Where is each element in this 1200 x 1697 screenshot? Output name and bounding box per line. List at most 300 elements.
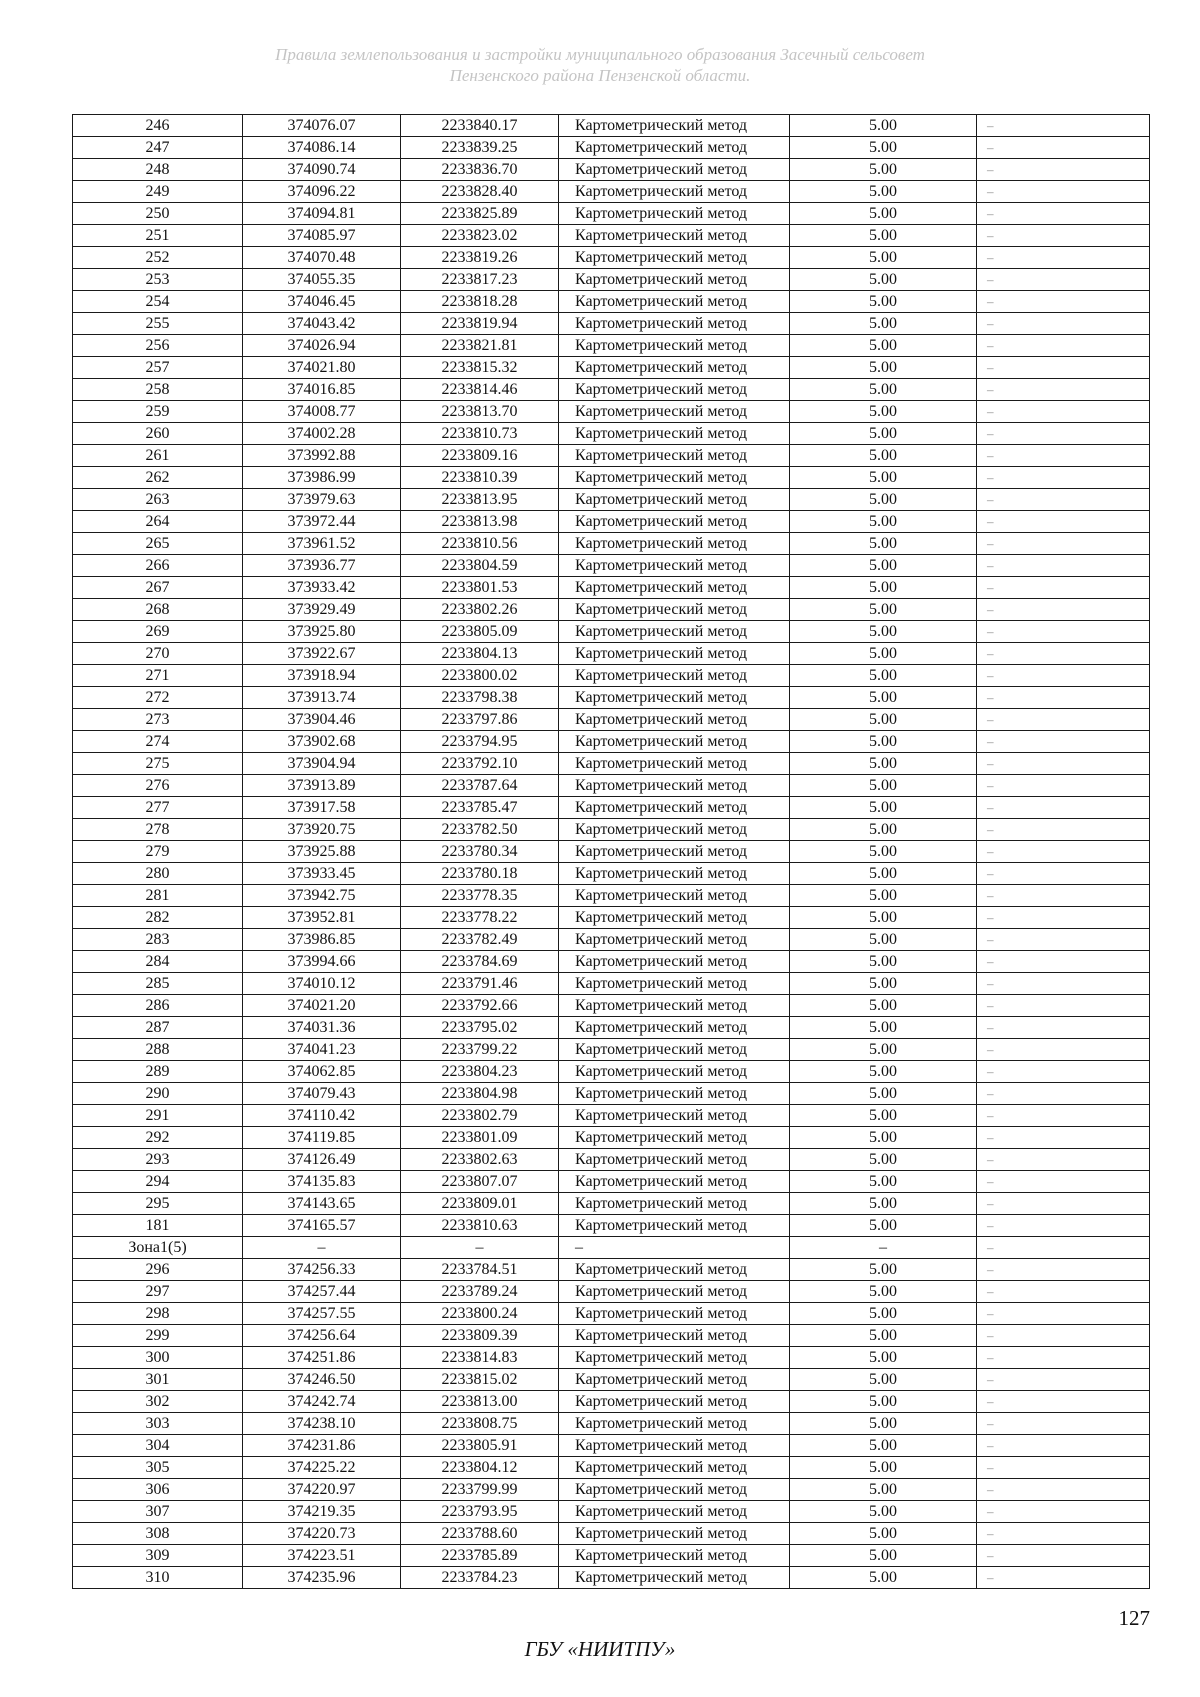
method-cell: Картометрический метод: [559, 995, 790, 1017]
accuracy-cell: 5.00: [790, 577, 977, 599]
method-cell: Картометрический метод: [559, 269, 790, 291]
y-coordinate-cell: 2233823.02: [401, 225, 559, 247]
accuracy-cell: 5.00: [790, 1083, 977, 1105]
x-coordinate-cell: 374010.12: [243, 973, 401, 995]
x-coordinate-cell: 373925.80: [243, 621, 401, 643]
table-row: [73, 753, 1150, 775]
method-cell: Картометрический метод: [559, 1501, 790, 1523]
accuracy-cell: 5.00: [790, 1039, 977, 1061]
y-coordinate-cell: 2233813.95: [401, 489, 559, 511]
accuracy-cell: 5.00: [790, 1105, 977, 1127]
accuracy-cell: 5.00: [790, 269, 977, 291]
table-row: [73, 907, 1150, 929]
y-coordinate-cell: 2233814.46: [401, 379, 559, 401]
table-row: [73, 775, 1150, 797]
table-row: [73, 621, 1150, 643]
note-cell: –: [977, 1303, 1150, 1325]
table-row: [73, 731, 1150, 753]
x-coordinate-cell: 374008.77: [243, 401, 401, 423]
y-coordinate-cell: 2233788.60: [401, 1523, 559, 1545]
x-coordinate-cell: 374256.64: [243, 1325, 401, 1347]
table-row: [73, 1391, 1150, 1413]
table-row: [73, 357, 1150, 379]
table-row: [73, 489, 1150, 511]
accuracy-cell: 5.00: [790, 1127, 977, 1149]
table-row: [73, 269, 1150, 291]
x-coordinate-cell: 374043.42: [243, 313, 401, 335]
note-cell: –: [977, 335, 1150, 357]
accuracy-cell: 5.00: [790, 247, 977, 269]
method-cell: Картометрический метод: [559, 1567, 790, 1589]
table-row: [73, 1215, 1150, 1237]
x-coordinate-cell: 373904.94: [243, 753, 401, 775]
y-coordinate-cell: 2233782.50: [401, 819, 559, 841]
table-row: [73, 1259, 1150, 1281]
point-number-cell: 258: [73, 379, 243, 401]
method-cell: Картометрический метод: [559, 1347, 790, 1369]
y-coordinate-cell: 2233819.26: [401, 247, 559, 269]
method-cell: Картометрический метод: [559, 115, 790, 137]
x-coordinate-cell: 374238.10: [243, 1413, 401, 1435]
point-number-cell: 265: [73, 533, 243, 555]
note-cell: –: [977, 1391, 1150, 1413]
x-coordinate-cell: 374002.28: [243, 423, 401, 445]
accuracy-cell: 5.00: [790, 1523, 977, 1545]
point-number-cell: 270: [73, 643, 243, 665]
accuracy-cell: 5.00: [790, 555, 977, 577]
point-number-cell: 246: [73, 115, 243, 137]
method-cell: Картометрический метод: [559, 445, 790, 467]
x-coordinate-cell: 374220.73: [243, 1523, 401, 1545]
table-row: [73, 665, 1150, 687]
table-row: [73, 797, 1150, 819]
table-row: [73, 1303, 1150, 1325]
note-cell: –: [977, 247, 1150, 269]
table-row: [73, 137, 1150, 159]
accuracy-cell: 5.00: [790, 159, 977, 181]
method-cell: Картометрический метод: [559, 1061, 790, 1083]
point-number-cell: 280: [73, 863, 243, 885]
x-coordinate-cell: 373972.44: [243, 511, 401, 533]
x-coordinate-cell: 373942.75: [243, 885, 401, 907]
method-cell: Картометрический метод: [559, 643, 790, 665]
y-coordinate-cell: 2233791.46: [401, 973, 559, 995]
accuracy-cell: 5.00: [790, 731, 977, 753]
y-coordinate-cell: 2233800.24: [401, 1303, 559, 1325]
note-cell: –: [977, 1149, 1150, 1171]
method-cell: Картометрический метод: [559, 1457, 790, 1479]
y-coordinate-cell: 2233815.02: [401, 1369, 559, 1391]
point-number-cell: 267: [73, 577, 243, 599]
method-cell: Картометрический метод: [559, 555, 790, 577]
note-cell: –: [977, 1501, 1150, 1523]
point-number-cell: 300: [73, 1347, 243, 1369]
note-cell: –: [977, 115, 1150, 137]
note-cell: –: [977, 1127, 1150, 1149]
y-coordinate-cell: 2233809.01: [401, 1193, 559, 1215]
method-cell: Картометрический метод: [559, 665, 790, 687]
point-number-cell: 272: [73, 687, 243, 709]
method-cell: Картометрический метод: [559, 401, 790, 423]
x-coordinate-cell: 373913.89: [243, 775, 401, 797]
point-number-cell: 305: [73, 1457, 243, 1479]
table-row: [73, 225, 1150, 247]
method-cell: Картометрический метод: [559, 1259, 790, 1281]
table-row: [73, 533, 1150, 555]
method-cell: Картометрический метод: [559, 885, 790, 907]
table-row: [73, 951, 1150, 973]
method-cell: Картометрический метод: [559, 357, 790, 379]
x-coordinate-cell: 374046.45: [243, 291, 401, 313]
point-number-cell: 255: [73, 313, 243, 335]
note-cell: –: [977, 137, 1150, 159]
x-coordinate-cell: 374257.44: [243, 1281, 401, 1303]
note-cell: –: [977, 665, 1150, 687]
method-cell: Картометрический метод: [559, 731, 790, 753]
accuracy-cell: 5.00: [790, 907, 977, 929]
table-row: [73, 291, 1150, 313]
point-number-cell: 308: [73, 1523, 243, 1545]
table-row: [73, 159, 1150, 181]
x-coordinate-cell: 374016.85: [243, 379, 401, 401]
accuracy-cell: 5.00: [790, 819, 977, 841]
point-number-cell: 274: [73, 731, 243, 753]
table-row: [73, 1171, 1150, 1193]
x-coordinate-cell: 373925.88: [243, 841, 401, 863]
x-coordinate-cell: 374086.14: [243, 137, 401, 159]
x-coordinate-cell: 373918.94: [243, 665, 401, 687]
method-cell: Картометрический метод: [559, 1413, 790, 1435]
point-number-cell: 273: [73, 709, 243, 731]
method-cell: Картометрический метод: [559, 797, 790, 819]
y-coordinate-cell: 2233797.86: [401, 709, 559, 731]
x-coordinate-cell: 373979.63: [243, 489, 401, 511]
point-number-cell: 275: [73, 753, 243, 775]
y-coordinate-cell: 2233808.75: [401, 1413, 559, 1435]
table-row: [73, 379, 1150, 401]
method-cell: Картометрический метод: [559, 137, 790, 159]
point-number-cell: 277: [73, 797, 243, 819]
accuracy-cell: 5.00: [790, 379, 977, 401]
note-cell: –: [977, 1325, 1150, 1347]
note-cell: –: [977, 643, 1150, 665]
x-coordinate-cell: 374135.83: [243, 1171, 401, 1193]
y-coordinate-cell: 2233809.16: [401, 445, 559, 467]
method-cell: Картометрический метод: [559, 467, 790, 489]
note-cell: –: [977, 577, 1150, 599]
note-cell: –: [977, 1083, 1150, 1105]
x-coordinate-cell: 374257.55: [243, 1303, 401, 1325]
accuracy-cell: 5.00: [790, 1325, 977, 1347]
table-row: [73, 203, 1150, 225]
table-row: [73, 401, 1150, 423]
method-cell: Картометрический метод: [559, 1039, 790, 1061]
point-number-cell: 260: [73, 423, 243, 445]
note-cell: –: [977, 1237, 1150, 1259]
table-row: [73, 929, 1150, 951]
y-coordinate-cell: 2233780.18: [401, 863, 559, 885]
method-cell: Картометрический метод: [559, 1281, 790, 1303]
point-number-cell: 287: [73, 1017, 243, 1039]
method-cell: Картометрический метод: [559, 1105, 790, 1127]
table-row: [73, 247, 1150, 269]
point-number-cell: 291: [73, 1105, 243, 1127]
x-coordinate-cell: 374126.49: [243, 1149, 401, 1171]
x-coordinate-cell: 374165.57: [243, 1215, 401, 1237]
x-coordinate-cell: 374094.81: [243, 203, 401, 225]
note-cell: –: [977, 907, 1150, 929]
y-coordinate-cell: 2233799.22: [401, 1039, 559, 1061]
header-line-2: Пензенского района Пензенской области.: [449, 66, 751, 85]
method-cell: Картометрический метод: [559, 1391, 790, 1413]
y-coordinate-cell: 2233805.09: [401, 621, 559, 643]
point-number-cell: 266: [73, 555, 243, 577]
x-coordinate-cell: 374070.48: [243, 247, 401, 269]
point-number-cell: Зона1(5): [73, 1237, 243, 1259]
note-cell: –: [977, 1105, 1150, 1127]
note-cell: –: [977, 445, 1150, 467]
y-coordinate-cell: 2233821.81: [401, 335, 559, 357]
point-number-cell: 271: [73, 665, 243, 687]
point-number-cell: 264: [73, 511, 243, 533]
table-row: [73, 995, 1150, 1017]
accuracy-cell: 5.00: [790, 1435, 977, 1457]
method-cell: Картометрический метод: [559, 203, 790, 225]
x-coordinate-cell: 374225.22: [243, 1457, 401, 1479]
x-coordinate-cell: 374076.07: [243, 115, 401, 137]
table-row: [73, 511, 1150, 533]
table-row: [73, 599, 1150, 621]
table-row: [73, 1545, 1150, 1567]
x-coordinate-cell: 373904.46: [243, 709, 401, 731]
x-coordinate-cell: 374031.36: [243, 1017, 401, 1039]
note-cell: –: [977, 555, 1150, 577]
note-cell: –: [977, 379, 1150, 401]
method-cell: Картометрический метод: [559, 709, 790, 731]
x-coordinate-cell: 374085.97: [243, 225, 401, 247]
page-footer: ГБУ «НИИТПУ»: [524, 1637, 676, 1661]
note-cell: –: [977, 1347, 1150, 1369]
y-coordinate-cell: 2233819.94: [401, 313, 559, 335]
table-row: [73, 1347, 1150, 1369]
y-coordinate-cell: 2233801.09: [401, 1127, 559, 1149]
method-cell: Картометрический метод: [559, 577, 790, 599]
y-coordinate-cell: 2233804.98: [401, 1083, 559, 1105]
note-cell: –: [977, 1039, 1150, 1061]
method-cell: Картометрический метод: [559, 863, 790, 885]
x-coordinate-cell: 374079.43: [243, 1083, 401, 1105]
y-coordinate-cell: 2233828.40: [401, 181, 559, 203]
y-coordinate-cell: 2233802.26: [401, 599, 559, 621]
y-coordinate-cell: 2233784.23: [401, 1567, 559, 1589]
point-number-cell: 281: [73, 885, 243, 907]
note-cell: –: [977, 1435, 1150, 1457]
accuracy-cell: 5.00: [790, 137, 977, 159]
method-cell: Картометрический метод: [559, 753, 790, 775]
accuracy-cell: 5.00: [790, 1149, 977, 1171]
table-row: [73, 1149, 1150, 1171]
x-coordinate-cell: 374110.42: [243, 1105, 401, 1127]
y-coordinate-cell: 2233787.64: [401, 775, 559, 797]
accuracy-cell: 5.00: [790, 1413, 977, 1435]
method-cell: Картометрический метод: [559, 1017, 790, 1039]
method-cell: Картометрический метод: [559, 247, 790, 269]
accuracy-cell: 5.00: [790, 1479, 977, 1501]
table-row: [73, 687, 1150, 709]
x-coordinate-cell: 374223.51: [243, 1545, 401, 1567]
table-row: [73, 1105, 1150, 1127]
y-coordinate-cell: 2233799.99: [401, 1479, 559, 1501]
table-row: [73, 819, 1150, 841]
accuracy-cell: 5.00: [790, 599, 977, 621]
method-cell: Картометрический метод: [559, 181, 790, 203]
point-number-cell: 251: [73, 225, 243, 247]
header-line-1: Правила землепользования и застройки муниципального образования Засечный сельсовет: [275, 45, 925, 64]
y-coordinate-cell: 2233804.13: [401, 643, 559, 665]
x-coordinate-cell: 373913.74: [243, 687, 401, 709]
table-row: [73, 313, 1150, 335]
note-cell: –: [977, 1523, 1150, 1545]
accuracy-cell: 5.00: [790, 445, 977, 467]
method-cell: Картометрический метод: [559, 159, 790, 181]
point-number-cell: 307: [73, 1501, 243, 1523]
accuracy-cell: 5.00: [790, 973, 977, 995]
accuracy-cell: 5.00: [790, 115, 977, 137]
x-coordinate-cell: 373933.45: [243, 863, 401, 885]
point-number-cell: 285: [73, 973, 243, 995]
method-cell: Картометрический метод: [559, 1193, 790, 1215]
note-cell: –: [977, 1457, 1150, 1479]
note-cell: –: [977, 775, 1150, 797]
note-cell: –: [977, 1479, 1150, 1501]
method-cell: Картометрический метод: [559, 489, 790, 511]
accuracy-cell: 5.00: [790, 753, 977, 775]
note-cell: –: [977, 753, 1150, 775]
y-coordinate-cell: 2233792.66: [401, 995, 559, 1017]
y-coordinate-cell: 2233784.51: [401, 1259, 559, 1281]
accuracy-cell: 5.00: [790, 1457, 977, 1479]
y-coordinate-cell: 2233815.32: [401, 357, 559, 379]
y-coordinate-cell: 2233785.47: [401, 797, 559, 819]
point-number-cell: 284: [73, 951, 243, 973]
note-cell: –: [977, 995, 1150, 1017]
y-coordinate-cell: 2233804.59: [401, 555, 559, 577]
accuracy-cell: 5.00: [790, 511, 977, 533]
y-coordinate-cell: 2233798.38: [401, 687, 559, 709]
table-row: [73, 643, 1150, 665]
x-coordinate-cell: 374231.86: [243, 1435, 401, 1457]
method-cell: Картометрический метод: [559, 907, 790, 929]
table-row: [73, 577, 1150, 599]
accuracy-cell: 5.00: [790, 533, 977, 555]
note-cell: –: [977, 885, 1150, 907]
table-row: [73, 115, 1150, 137]
y-coordinate-cell: 2233818.28: [401, 291, 559, 313]
y-coordinate-cell: 2233784.69: [401, 951, 559, 973]
accuracy-cell: 5.00: [790, 203, 977, 225]
table-row: [73, 1039, 1150, 1061]
point-number-cell: 282: [73, 907, 243, 929]
method-cell: Картометрический метод: [559, 1523, 790, 1545]
method-cell: Картометрический метод: [559, 973, 790, 995]
coordinates-table: [72, 114, 1150, 1589]
accuracy-cell: 5.00: [790, 1193, 977, 1215]
note-cell: –: [977, 731, 1150, 753]
x-coordinate-cell: 374055.35: [243, 269, 401, 291]
accuracy-cell: 5.00: [790, 929, 977, 951]
note-cell: –: [977, 181, 1150, 203]
point-number-cell: 302: [73, 1391, 243, 1413]
note-cell: –: [977, 1017, 1150, 1039]
y-coordinate-cell: 2233810.73: [401, 423, 559, 445]
y-coordinate-cell: –: [401, 1237, 559, 1259]
point-number-cell: 256: [73, 335, 243, 357]
y-coordinate-cell: 2233810.39: [401, 467, 559, 489]
point-number-cell: 289: [73, 1061, 243, 1083]
y-coordinate-cell: 2233813.70: [401, 401, 559, 423]
table-row: [73, 1281, 1150, 1303]
method-cell: Картометрический метод: [559, 379, 790, 401]
point-number-cell: 249: [73, 181, 243, 203]
accuracy-cell: 5.00: [790, 797, 977, 819]
x-coordinate-cell: 373922.67: [243, 643, 401, 665]
x-coordinate-cell: 373902.68: [243, 731, 401, 753]
method-cell: Картометрический метод: [559, 951, 790, 973]
accuracy-cell: –: [790, 1237, 977, 1259]
point-number-cell: 295: [73, 1193, 243, 1215]
accuracy-cell: 5.00: [790, 665, 977, 687]
x-coordinate-cell: 373929.49: [243, 599, 401, 621]
table-row: [73, 1325, 1150, 1347]
table-row: [73, 1237, 1150, 1259]
accuracy-cell: 5.00: [790, 401, 977, 423]
table-row: [73, 841, 1150, 863]
note-cell: –: [977, 797, 1150, 819]
note-cell: –: [977, 841, 1150, 863]
note-cell: –: [977, 467, 1150, 489]
point-number-cell: 279: [73, 841, 243, 863]
point-number-cell: 296: [73, 1259, 243, 1281]
table-row: [73, 181, 1150, 203]
accuracy-cell: 5.00: [790, 225, 977, 247]
note-cell: –: [977, 929, 1150, 951]
x-coordinate-cell: 373992.88: [243, 445, 401, 467]
point-number-cell: 247: [73, 137, 243, 159]
note-cell: –: [977, 291, 1150, 313]
note-cell: –: [977, 511, 1150, 533]
accuracy-cell: 5.00: [790, 1215, 977, 1237]
x-coordinate-cell: 374090.74: [243, 159, 401, 181]
table-row: [73, 423, 1150, 445]
table-row: [73, 973, 1150, 995]
accuracy-cell: 5.00: [790, 995, 977, 1017]
accuracy-cell: 5.00: [790, 1303, 977, 1325]
accuracy-cell: 5.00: [790, 863, 977, 885]
accuracy-cell: 5.00: [790, 1061, 977, 1083]
accuracy-cell: 5.00: [790, 313, 977, 335]
note-cell: –: [977, 1281, 1150, 1303]
table-row: [73, 1127, 1150, 1149]
accuracy-cell: 5.00: [790, 709, 977, 731]
accuracy-cell: 5.00: [790, 1369, 977, 1391]
x-coordinate-cell: 374235.96: [243, 1567, 401, 1589]
x-coordinate-cell: 373986.99: [243, 467, 401, 489]
x-coordinate-cell: 373961.52: [243, 533, 401, 555]
method-cell: Картометрический метод: [559, 841, 790, 863]
y-coordinate-cell: 2233795.02: [401, 1017, 559, 1039]
note-cell: –: [977, 709, 1150, 731]
point-number-cell: 303: [73, 1413, 243, 1435]
